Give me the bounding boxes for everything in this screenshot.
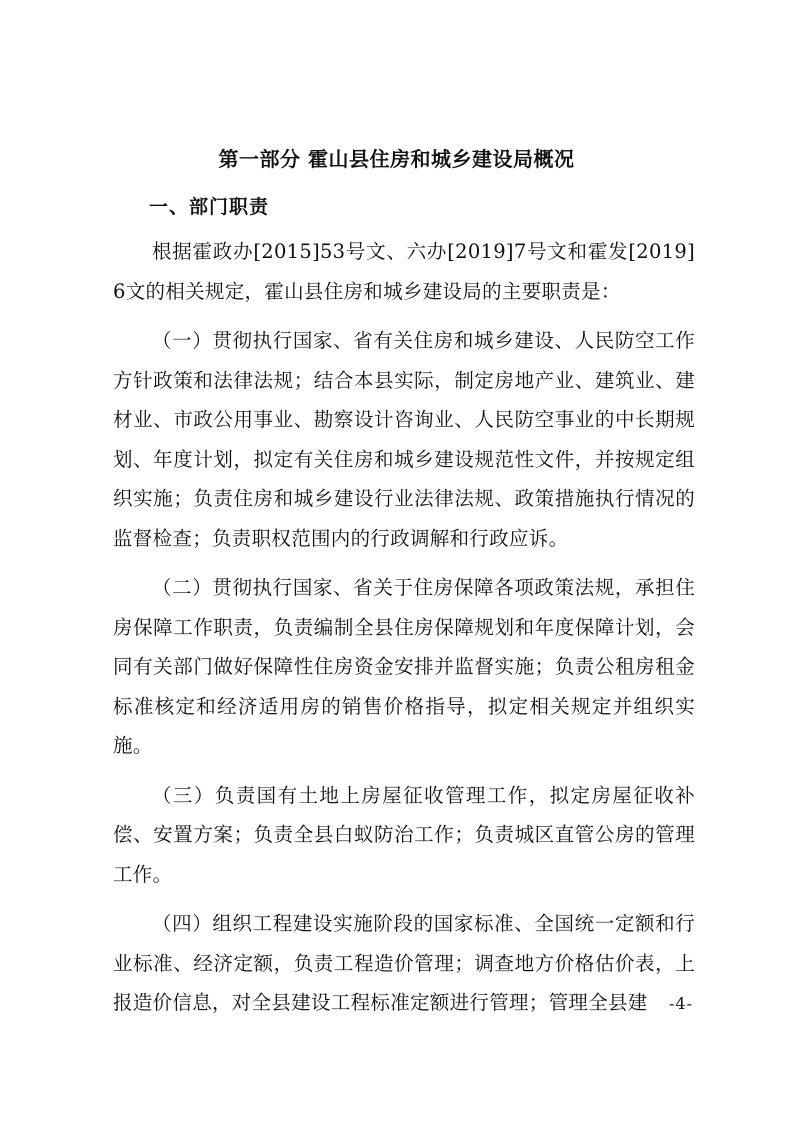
page-title: 第一部分 霍山县住房和城乡建设局概况 bbox=[218, 147, 575, 171]
paragraph-intro: 根据霍政办[2015]53号文、六办[2019]7号文和霍发[2019]6文的相关规定，霍山县住房和城乡建设局的主要职责是： bbox=[113, 240, 695, 303]
page-number: -4- bbox=[669, 994, 693, 1013]
paragraph-duty-3: （三）负责国有土地上房屋征收管理工作，拟定房屋征收补偿、安置方案；负责全县白蚁防治工作；负责城区直管公房的管理工作。 bbox=[113, 783, 695, 886]
paragraph-duty-4: （四）组织工程建设实施阶段的国家标准、全国统一定额和行业标准、经济定额，负责工程造价管理；调查地方价格估价表，上报造价信息，对全县建设工程标准定额进行管理；管理全县建 bbox=[113, 912, 695, 1014]
paragraph-duty-1: （一）贯彻执行国家、省有关住房和城乡建设、人民防空工作方针政策和法律法规；结合本县实际，制定房地产业、建筑业、建材业、市政公用事业、勘察设计咨询业、人民防空事业的中长期规划、年度计划，拟定有关住房和城乡建设规范性文件，并按规定组织实施；负责住房和城乡建设行业法律法规、政策措施执行情况的监督检查；负责职权范围内的行政调解和行政应诉。 bbox=[113, 329, 695, 550]
document-body bbox=[113, 232, 695, 1023]
paragraph-duty-2: （二）贯彻执行国家、省关于住房保障各项政策法规，承担住房保障工作职责，负责编制全县住房保障规划和年度保障计划，会同有关部门做好保障性住房资金安排并监督实施；负责公租房租金标准核定和经济适用房的销售价格指导，拟定相关规定并组织实施。 bbox=[113, 576, 695, 757]
section-heading: 一、部门职责 bbox=[149, 196, 270, 218]
